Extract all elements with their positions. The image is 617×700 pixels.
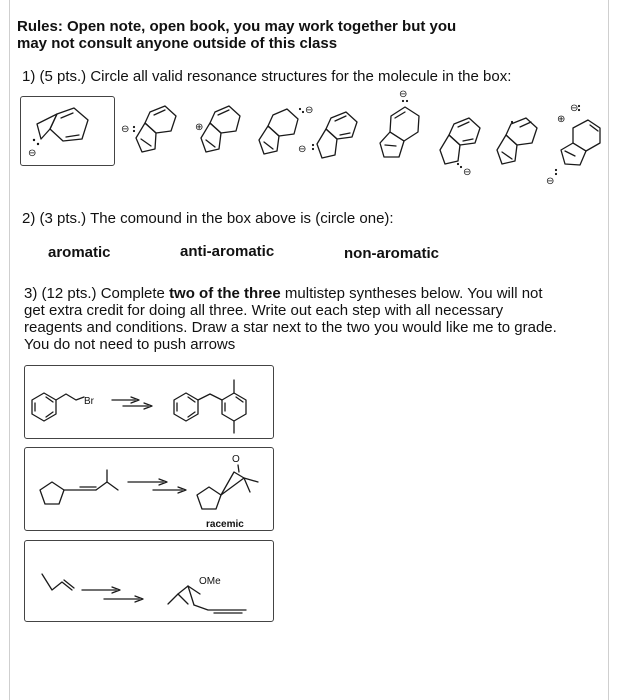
- synthesis-2: [40, 454, 258, 530]
- svg-text:⊖: ⊖: [463, 167, 472, 178]
- svg-text:⊕: ⊕: [195, 122, 204, 133]
- question-3-text: 3) (12 pts.) Complete two of the three multistep syntheses below. You will not get extra credit for doing all three. Write out each step with all necessary reagents and conditions. Draw a star next to the two you would like me to grade. You do not need to push arrows: [24, 285, 557, 353]
- svg-text:⊕: ⊕: [557, 114, 566, 125]
- question-1-text: 1) (5 pts.) Circle all valid resonance structures for the molecule in the box:: [22, 68, 512, 85]
- svg-text:racemic: racemic: [206, 519, 244, 530]
- option-non-aromatic[interactable]: non-aromatic: [344, 245, 440, 262]
- option-aromatic[interactable]: aromatic: [48, 244, 111, 261]
- option-anti-aromatic[interactable]: anti-aromatic: [180, 243, 275, 260]
- synthesis-1: [32, 380, 246, 433]
- svg-text:⊖: ⊖: [298, 144, 307, 155]
- svg-text:⊖: ⊖: [121, 124, 130, 135]
- svg-text:Br: Br: [84, 396, 94, 407]
- synthesis-3: [42, 574, 246, 613]
- svg-text:⊖: ⊖: [570, 103, 579, 114]
- svg-text:⊖: ⊖: [546, 176, 555, 187]
- svg-text:O: O: [232, 454, 240, 465]
- rules-text: Rules: Open note, open book, you may work together but you may not consult anyone outside of this class: [17, 18, 457, 52]
- svg-text:⊖: ⊖: [399, 89, 408, 100]
- svg-text:⊖: ⊖: [305, 105, 314, 116]
- svg-text:⊖: ⊖: [28, 148, 37, 159]
- question-2-text: 2) (3 pts.) The comound in the box above is (circle one):: [22, 210, 394, 227]
- svg-text:OMe: OMe: [199, 576, 221, 587]
